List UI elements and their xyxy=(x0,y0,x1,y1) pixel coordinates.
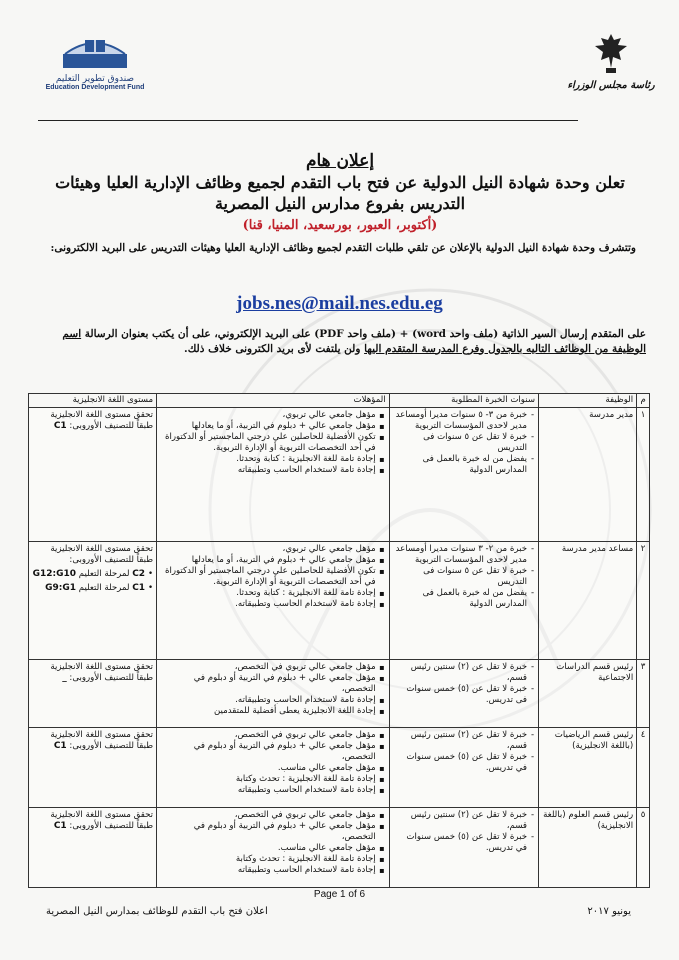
english-level-item xyxy=(32,569,153,580)
edf-logo xyxy=(30,30,160,91)
english-requirement: تحقق مستوى اللغة الانجليزية طبقاً للتصنيف الأوروبى: xyxy=(50,410,154,431)
page-number: Page 1 of 6 xyxy=(313,889,366,900)
english-level: _ xyxy=(62,673,67,683)
header-experience: سنوات الخبرة المطلوبة xyxy=(389,394,538,408)
english-level-grades: G9:G1 xyxy=(45,583,76,593)
table-row xyxy=(29,408,650,542)
instructions-part1: على المتقدم إرسال السير الذاتية (ملف واحد word) + (ملف واحد PDF) على البريد الإلكتروني، على أن يكتب بعنوان الرسالة xyxy=(84,328,646,340)
experience-item: - خبرة لا تقل عن (٢) سنتين رئيس قسم، xyxy=(393,662,527,684)
row-qualifications xyxy=(157,728,390,808)
title-block xyxy=(40,150,640,236)
instructions-paragraph xyxy=(30,327,646,356)
english-level-label: لمرحلة التعليم xyxy=(78,569,130,579)
qualification-item: ▪ مؤهل جامعي عالي تربوي، xyxy=(160,544,376,555)
qualification-item: ▪ مؤهل جامعي عالي + دبلوم في التربية، أو ما يعادلها xyxy=(160,555,376,566)
table-header-row xyxy=(29,394,650,408)
english-level: C1 xyxy=(132,583,146,593)
row-title: رئيس قسم الرياضيات (باللغة الانجليزية) xyxy=(539,728,637,808)
qualification-item: ▪ إجادة اللغة الانجليزية يعطى أفضلية للمتقدمين xyxy=(160,706,376,717)
qualification-item: ▪ مؤهل جامعي عالي تربوي في التخصص، xyxy=(160,662,376,673)
experience-item: - خبرة لا تقل عن (٢) سنتين رئيس قسم، xyxy=(393,730,527,752)
footer-title: اعلان فتح باب التقدم للوظائف بمدارس النيل المصرية xyxy=(46,906,268,917)
row-qualifications xyxy=(157,808,390,888)
experience-item: - خبرة لا تقل عن (٥) خمس سنوات في تدريس. xyxy=(393,832,527,854)
row-title: رئيس قسم الدراسات الاجتماعية xyxy=(539,660,637,728)
qualification-item: ▪ مؤهل جامعي عالي مناسب. xyxy=(160,763,376,774)
cabinet-caption: رئاسة مجلس الوزراء xyxy=(567,80,655,91)
qualification-item: ▪ مؤهل جامعي عالي مناسب. xyxy=(160,843,376,854)
row-qualifications xyxy=(157,408,390,542)
english-requirement: تحقق مستوى اللغة الانجليزية طبقاً للتصنيف الأوروبى: xyxy=(50,662,154,683)
table-row xyxy=(29,542,650,660)
english-requirement: تحقق مستوى اللغة الانجليزية طبقاً للتصنيف الأوروبى: xyxy=(50,544,154,565)
qualification-item: ▪ مؤهل جامعي عالي تربوي في التخصص، xyxy=(160,730,376,741)
email-link[interactable]: jobs.nes@mail.nes.edu.eg xyxy=(236,293,443,314)
qualification-item: ▪ تكون الأفضلية للحاصلين علي درجتي الماجستير أو الدكتوراة في أحد التخصصات التربوية أو الإدارة التربوية. xyxy=(160,432,376,454)
row-qualifications xyxy=(157,542,390,660)
experience-item: - خبرة لا تقل عن ٥ سنوات فى التدريس xyxy=(393,432,527,454)
english-level-grades: G12:G10 xyxy=(32,569,76,579)
qualification-item: ▪ مؤهل جامعي عالي تربوي، xyxy=(160,410,376,421)
announcement-title: تعلن وحدة شهادة النيل الدولية عن فتح باب التقدم لجميع وظائف الإدارية العليا وهيئات التدريس بفروع مدارس النيل المصرية xyxy=(55,173,625,213)
english-level-label: لمرحلة التعليم xyxy=(78,583,130,593)
row-english xyxy=(29,542,157,660)
eagle-emblem-icon xyxy=(591,30,631,76)
header-rule xyxy=(38,120,578,121)
table-row xyxy=(29,728,650,808)
jobs-table xyxy=(28,393,650,888)
qualification-item: ▪ إجادة تامة لاستخدام الحاسب وتطبيقاته xyxy=(160,465,376,476)
experience-item: - خبرة لا تقل عن (٢) سنتين رئيس قسم، xyxy=(393,810,527,832)
egypt-cabinet-logo xyxy=(561,30,661,91)
qualification-item: ▪ إجادة تامة لاستخدام الحاسب وتطبيقاته xyxy=(160,785,376,796)
branches-list: (أكتوبر، العبور، بورسعيد، المنيا، قنا) xyxy=(242,218,438,233)
qualification-item: ▪ مؤهل جامعي عالي تربوي في التخصص، xyxy=(160,810,376,821)
english-level: C1 xyxy=(53,821,67,831)
qualification-item: ▪ مؤهل جامعي عالي + دبلوم في التربية أو دبلوم في التخصص، xyxy=(160,821,376,843)
row-english xyxy=(29,408,157,542)
qualification-item: ▪ مؤهل جامعي عالي + دبلوم في التربية أو دبلوم في التخصص، xyxy=(160,741,376,763)
experience-item: - خبرة من ٢- ٣ سنوات مديرا أومساعد مدير لاحدى المؤسسات التربوية xyxy=(393,544,527,566)
row-experience xyxy=(389,408,538,542)
english-level-item xyxy=(32,583,153,594)
header-qualifications: المؤهلات xyxy=(157,394,390,408)
english-level: C1 xyxy=(53,421,67,431)
header-num: م xyxy=(637,394,650,408)
qualification-item: ▪ إجادة تامة للغة الانجليزية : تحدث وكتابة xyxy=(160,774,376,785)
experience-item: - خبرة لا تقل عن (٥) خمس سنوات في تدريس. xyxy=(393,752,527,774)
header-title: الوظيفة xyxy=(539,394,637,408)
row-english xyxy=(29,728,157,808)
row-num: ٤ xyxy=(637,728,650,808)
qualification-item: ▪ إجادة تامة للغة الانجليزية : كتابة وتحدثا. xyxy=(160,454,376,465)
table-row xyxy=(29,660,650,728)
intro-paragraph: وتتشرف وحدة شهادة النيل الدولية بالإعلان عن تلقي طلبات التقدم لجميع وظائف الإدارية العليا وهيئات التدريس على البريد الالكترونى: xyxy=(50,242,636,254)
row-experience xyxy=(389,728,538,808)
english-requirement: تحقق مستوى اللغة الانجليزية طبقاً للتصنيف الأوروبى: xyxy=(50,810,154,831)
instructions-part2: اسم الوظيفة من الوظائف التاليه بالجدول وفرع المدرسة المتقدم اليها xyxy=(62,328,646,355)
experience-item: - خبرة لا تقل عن ٥ سنوات فى التدريس xyxy=(393,566,527,588)
experience-item: - يفضل من له خبرة بالعمل فى المدارس الدولية xyxy=(393,454,527,476)
english-level: C1 xyxy=(53,741,67,751)
row-num: ١ xyxy=(637,408,650,542)
qualification-item: ▪ تكون الأفضلية للحاصلين علي درجتي الماجستير أو الدكتوراة في أحد التخصصات التربوية أو الإدارة التربوية. xyxy=(160,566,376,588)
row-english xyxy=(29,660,157,728)
row-num: ٣ xyxy=(637,660,650,728)
qualification-item: ▪ إجادة تامة لاستخدام الحاسب وتطبيقاته xyxy=(160,865,376,876)
row-title: مدير مدرسة xyxy=(539,408,637,542)
row-qualifications xyxy=(157,660,390,728)
row-num: ٢ xyxy=(637,542,650,660)
row-title: رئيس قسم العلوم (باللغة الانجليزية) xyxy=(539,808,637,888)
row-english xyxy=(29,808,157,888)
qualification-item: ▪ مؤهل جامعي عالي + دبلوم في التربية، أو ما يعادلها xyxy=(160,421,376,432)
row-experience xyxy=(389,660,538,728)
experience-item: - يفضل من له خبرة بالعمل فى المدارس الدولية xyxy=(393,588,527,610)
english-level: C2 xyxy=(132,569,146,579)
header-english: مستوى اللغة الانجليزية xyxy=(29,394,157,408)
row-experience xyxy=(389,542,538,660)
experience-item: - خبرة من ٣- ٥ سنوات مديرا أومساعد مدير لاحدى المؤسسات التربوية xyxy=(393,410,527,432)
qualification-item: ▪ إجادة تامة لاستخدام الحاسب وتطبيقاته. xyxy=(160,695,376,706)
row-num: ٥ xyxy=(637,808,650,888)
footer-date: يونيو ٢٠١٧ xyxy=(587,906,631,917)
edf-caption-ar: صندوق تطوير التعليم xyxy=(55,74,135,84)
row-experience xyxy=(389,808,538,888)
qualification-item: ▪ مؤهل جامعي عالي + دبلوم في التربية أو دبلوم في التخصص، xyxy=(160,673,376,695)
edf-caption-en: Education Development Fund xyxy=(45,84,145,91)
english-requirement: تحقق مستوى اللغة الانجليزية طبقاً للتصنيف الأوروبى: xyxy=(50,730,154,751)
experience-item: - خبرة لا تقل عن (٥) خمس سنوات فى تدريس. xyxy=(393,684,527,706)
qualification-item: ▪ إجادة تامة للغة الانجليزية : تحدث وكتابة xyxy=(160,854,376,865)
edf-hands-icon xyxy=(55,30,135,70)
row-title: مساعد مدير مدرسة xyxy=(539,542,637,660)
qualification-item: ▪ إجادة تامة لاستخدام الحاسب وتطبيقاته. xyxy=(160,599,376,610)
announcement-heading: إعلان هام xyxy=(305,151,375,171)
instructions-part3: ولن يلتفت لأى بريد الكترونى خلاف ذلك. xyxy=(184,342,361,355)
table-row xyxy=(29,808,650,888)
qualification-item: ▪ إجادة تامة للغة الانجليزية : كتابة وتحدثا. xyxy=(160,588,376,599)
